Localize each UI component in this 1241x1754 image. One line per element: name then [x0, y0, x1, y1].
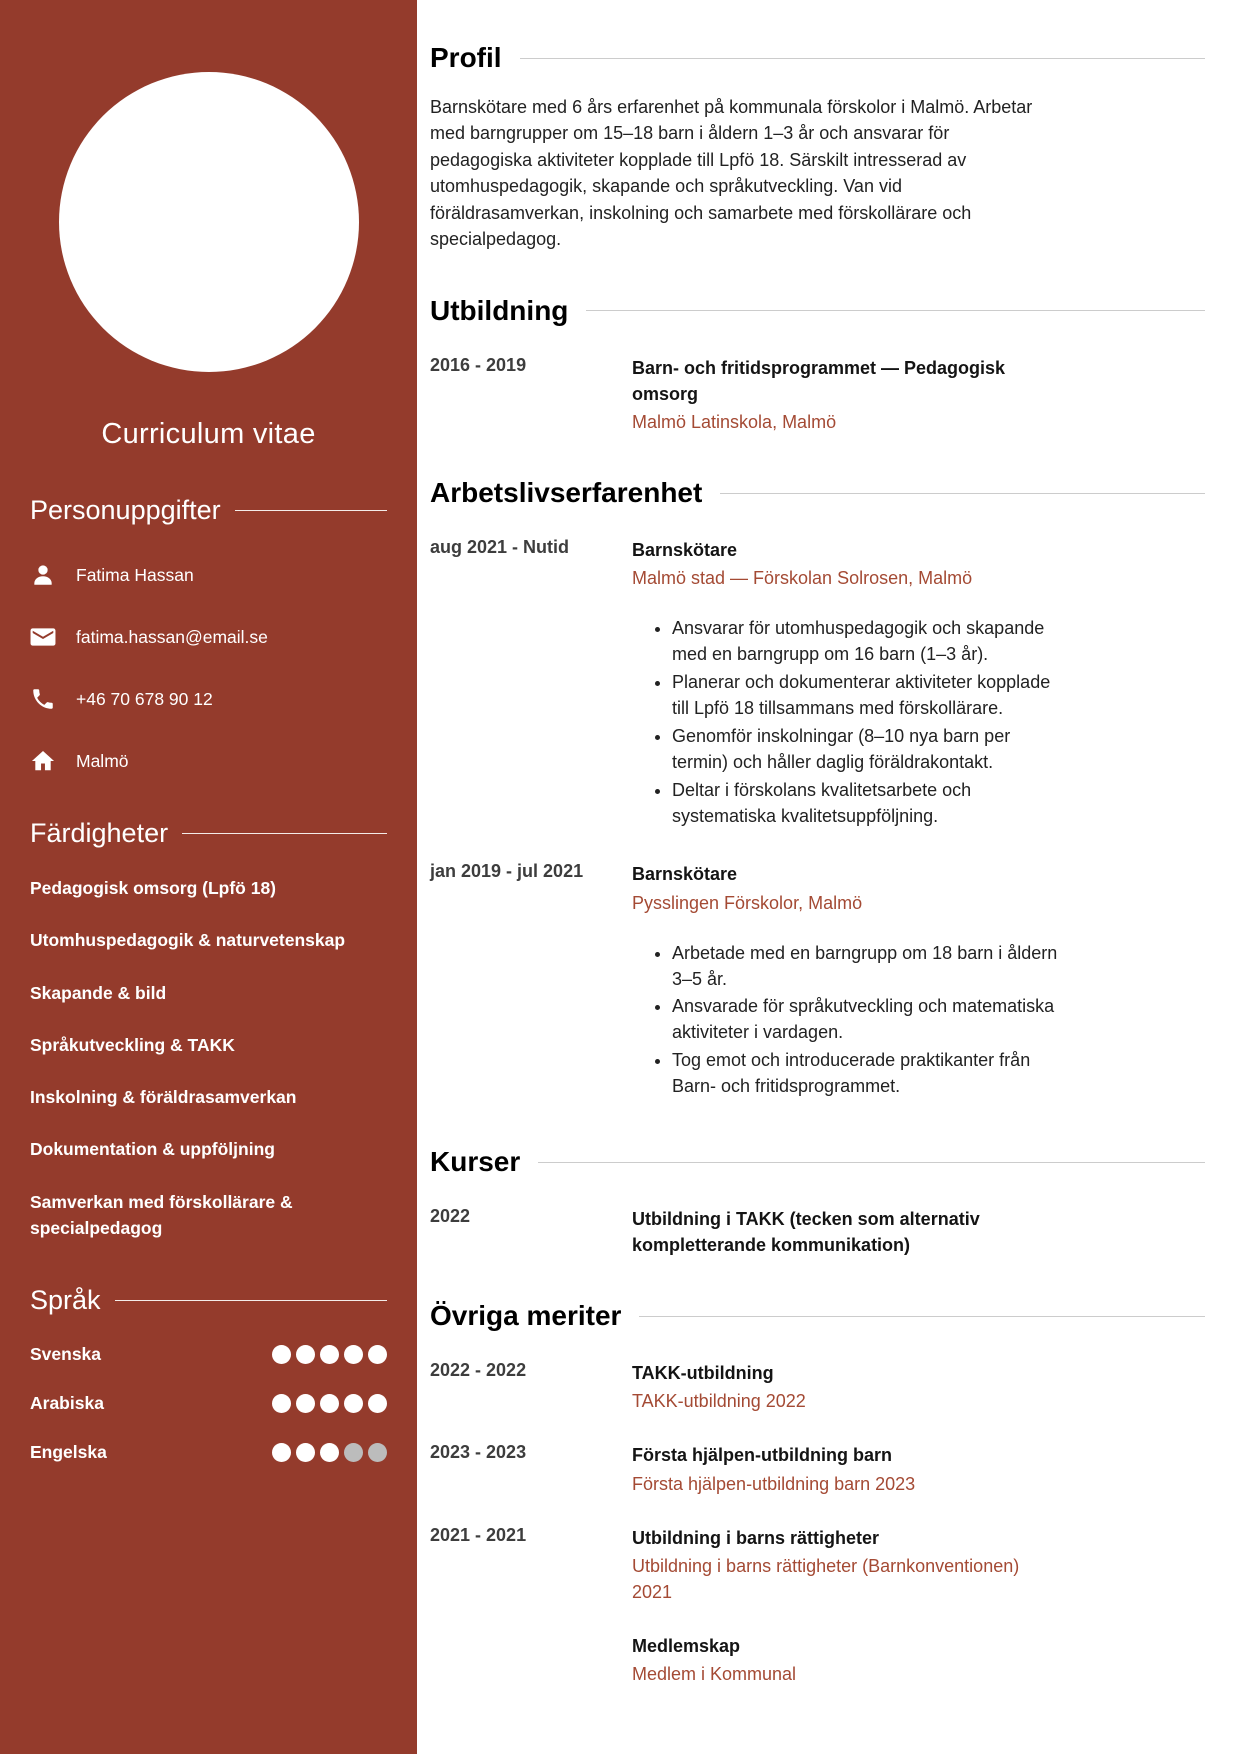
entry-title: Barnskötare — [632, 864, 738, 885]
level-dot-empty — [344, 1443, 363, 1462]
personal-heading-label: Personuppgifter — [30, 495, 221, 525]
skill-item: Språkutveckling & TAKK — [30, 1034, 235, 1055]
section-other-merits — [430, 1300, 1205, 1687]
entry-title: Barnskötare — [632, 540, 738, 560]
language-name: Engelska — [30, 1442, 107, 1462]
entry-period — [430, 1633, 632, 1687]
entry-row — [430, 1525, 1205, 1605]
sidebar — [0, 0, 417, 1754]
phone-icon — [30, 686, 56, 712]
entry-details — [632, 1633, 1062, 1687]
bullet-item: • Arbetade med en barngrupp om 18 barn i åldern 3–5 år. — [672, 941, 1062, 993]
section-experience — [430, 477, 1205, 1104]
courses-heading-row — [430, 1146, 1205, 1178]
entry-subtitle: Malmö stad — Förskolan Solrosen, Malmö — [632, 568, 973, 589]
heading-rule — [235, 510, 387, 511]
entry-period: 2021 - 2021 — [430, 1524, 527, 1545]
section-education — [430, 295, 1205, 435]
cv-title: Curriculum vitae — [101, 418, 316, 450]
envelope-icon — [30, 624, 56, 650]
heading-rule — [520, 58, 1205, 59]
contact-item — [30, 748, 387, 774]
profile-heading-row — [430, 42, 1205, 74]
experience-entries — [430, 537, 1205, 1104]
heading-rule — [538, 1162, 1205, 1163]
entry-bullets — [654, 616, 1062, 829]
contact-item — [30, 624, 387, 650]
profile-photo-placeholder — [59, 72, 359, 372]
entry-details — [632, 355, 1062, 435]
level-dot-filled — [320, 1345, 339, 1364]
entry-row — [430, 1360, 1205, 1414]
entry-period: 2023 - 2023 — [430, 1442, 527, 1463]
level-dot-filled — [368, 1394, 387, 1413]
section-courses — [430, 1146, 1205, 1258]
entry-bullets — [654, 941, 1062, 1100]
personal-section-heading — [30, 495, 387, 526]
language-item — [30, 1393, 387, 1414]
level-dot-filled — [296, 1443, 315, 1462]
entry-title: Barn- och fritidsprogrammet — Pedagogisk omsorg — [632, 357, 1006, 404]
bullet-item: • Tog emot och introducerade praktikanter från Barn- och fritidsprogrammet. — [672, 1048, 1062, 1100]
other-merits-heading: Övriga meriter — [430, 1300, 622, 1332]
bullet-item: • Planerar och dokumenterar aktiviteter kopplade till Lpfö 18 tillsammans med förskollärare. — [672, 670, 1062, 722]
contact-text: Fatima Hassan — [76, 564, 194, 585]
entry-row — [430, 861, 1205, 1104]
other-merits-entries — [430, 1360, 1205, 1687]
education-heading-row — [430, 295, 1205, 327]
language-name: Svenska — [30, 1344, 102, 1364]
entry-subtitle: TAKK-utbildning 2022 — [632, 1391, 806, 1412]
experience-heading: Arbetslivserfarenhet — [430, 477, 703, 508]
skill-item: Utomhuspedagogik & naturvetenskap — [30, 930, 346, 951]
person-icon — [30, 562, 56, 588]
skill-item: Skapande & bild — [30, 982, 167, 1003]
entry-period: aug 2021 - Nutid — [430, 537, 570, 557]
entry-title: TAKK-utbildning — [632, 1363, 774, 1384]
entry-period: 2016 - 2019 — [430, 354, 527, 375]
entry-subtitle: Pysslingen Förskolor, Malmö — [632, 892, 863, 913]
entry-details — [632, 1360, 1062, 1414]
contact-item — [30, 562, 387, 588]
contact-list — [30, 562, 387, 774]
heading-rule — [115, 1300, 387, 1301]
skills-heading-label: Färdigheter — [30, 818, 169, 848]
home-icon — [30, 748, 56, 774]
entry-subtitle: Medlem i Kommunal — [632, 1664, 797, 1684]
experience-heading-row — [430, 477, 1205, 509]
main-content — [417, 0, 1241, 1687]
entry-period: 2022 - 2022 — [430, 1360, 527, 1381]
language-level-dots — [272, 1345, 387, 1364]
entry-details — [632, 861, 1062, 1104]
entry-details — [632, 1206, 1062, 1258]
contact-text: Malmö — [76, 750, 129, 771]
level-dot-empty — [368, 1443, 387, 1462]
contact-item — [30, 686, 387, 712]
languages-section-heading — [30, 1285, 387, 1316]
heading-rule — [720, 493, 1205, 494]
skill-item: Dokumentation & uppföljning — [30, 1139, 275, 1160]
entry-period: 2022 — [430, 1206, 471, 1227]
heading-rule — [639, 1316, 1205, 1317]
other-merits-heading-row — [430, 1300, 1205, 1332]
entry-details — [632, 1442, 1062, 1496]
skill-item: Samverkan med förskollärare & specialpedagog — [30, 1191, 293, 1238]
skills-section-heading — [30, 818, 387, 849]
entry-row — [430, 1442, 1205, 1496]
courses-heading: Kurser — [430, 1146, 521, 1178]
language-name: Arabiska — [30, 1393, 104, 1413]
profile-text: Barnskötare med 6 års erfarenhet på kommunala förskolor i Malmö. Arbetar med barngrupper om 15–18 barn i åldern 1–3 år och ansvarar för pedagogiska aktiviteter kopplade till Lpfö 18. Särskilt intresserad av utomhuspedagogik, skapande och språkutveckling. Van vid föräldrasamverkan, inskolning och samarbete med förskollärare och specialpedagog. — [430, 97, 1033, 250]
entry-title: Medlemskap — [632, 1635, 741, 1656]
heading-rule — [586, 310, 1205, 311]
level-dot-filled — [368, 1345, 387, 1364]
language-level-dots — [272, 1394, 387, 1413]
entry-subtitle: Malmö Latinskola, Malmö — [632, 411, 837, 432]
entry-row — [430, 355, 1205, 435]
level-dot-filled — [296, 1394, 315, 1413]
entry-details — [632, 537, 1062, 833]
level-dot-filled — [272, 1443, 291, 1462]
courses-entries — [430, 1206, 1205, 1258]
entry-title: Utbildning i barns rättigheter — [632, 1527, 880, 1548]
level-dot-filled — [320, 1443, 339, 1462]
skill-item: Inskolning & föräldrasamverkan — [30, 1087, 297, 1107]
heading-rule — [182, 833, 387, 834]
level-dot-filled — [296, 1345, 315, 1364]
level-dot-filled — [272, 1345, 291, 1364]
entry-title: Första hjälpen-utbildning barn — [632, 1445, 892, 1466]
level-dot-filled — [344, 1394, 363, 1413]
languages-list — [30, 1344, 387, 1463]
bullet-item: • Genomför inskolningar (8–10 nya barn per termin) och håller daglig föräldrakontakt. — [672, 724, 1062, 776]
bullet-item: • Deltar i förskolans kvalitetsarbete och systematiska kvalitetsuppföljning. — [672, 778, 1062, 830]
language-item — [30, 1344, 387, 1365]
level-dot-filled — [320, 1394, 339, 1413]
entry-period: jan 2019 - jul 2021 — [430, 861, 584, 882]
languages-heading-label: Språk — [30, 1285, 101, 1315]
entry-subtitle: Första hjälpen-utbildning barn 2023 — [632, 1473, 916, 1494]
bullet-item: • Ansvarade för språkutveckling och matematiska aktiviteter i vardagen. — [672, 994, 1062, 1046]
level-dot-filled — [272, 1394, 291, 1413]
bullet-item: • Ansvarar för utomhuspedagogik och skapande med en barngrupp om 16 barn (1–3 år). — [672, 616, 1062, 668]
skills-list — [30, 875, 387, 1241]
entry-row — [430, 537, 1205, 833]
entry-row — [430, 1633, 1205, 1687]
entry-subtitle: Utbildning i barns rättigheter (Barnkonventionen) 2021 — [632, 1555, 1020, 1602]
level-dot-filled — [344, 1345, 363, 1364]
language-item — [30, 1442, 387, 1463]
education-entries — [430, 355, 1205, 435]
entry-title: Utbildning i TAKK (tecken som alternativ kompletterande kommunikation) — [632, 1209, 980, 1256]
skill-item: Pedagogisk omsorg (Lpfö 18) — [30, 878, 276, 898]
entry-row — [430, 1206, 1205, 1258]
contact-text: +46 70 678 90 12 — [76, 688, 213, 709]
section-profile — [430, 42, 1205, 253]
language-level-dots — [272, 1443, 387, 1462]
profile-heading: Profil — [430, 42, 502, 73]
entry-details — [632, 1525, 1062, 1605]
contact-text: fatima.hassan@email.se — [76, 626, 268, 647]
education-heading: Utbildning — [430, 294, 569, 326]
